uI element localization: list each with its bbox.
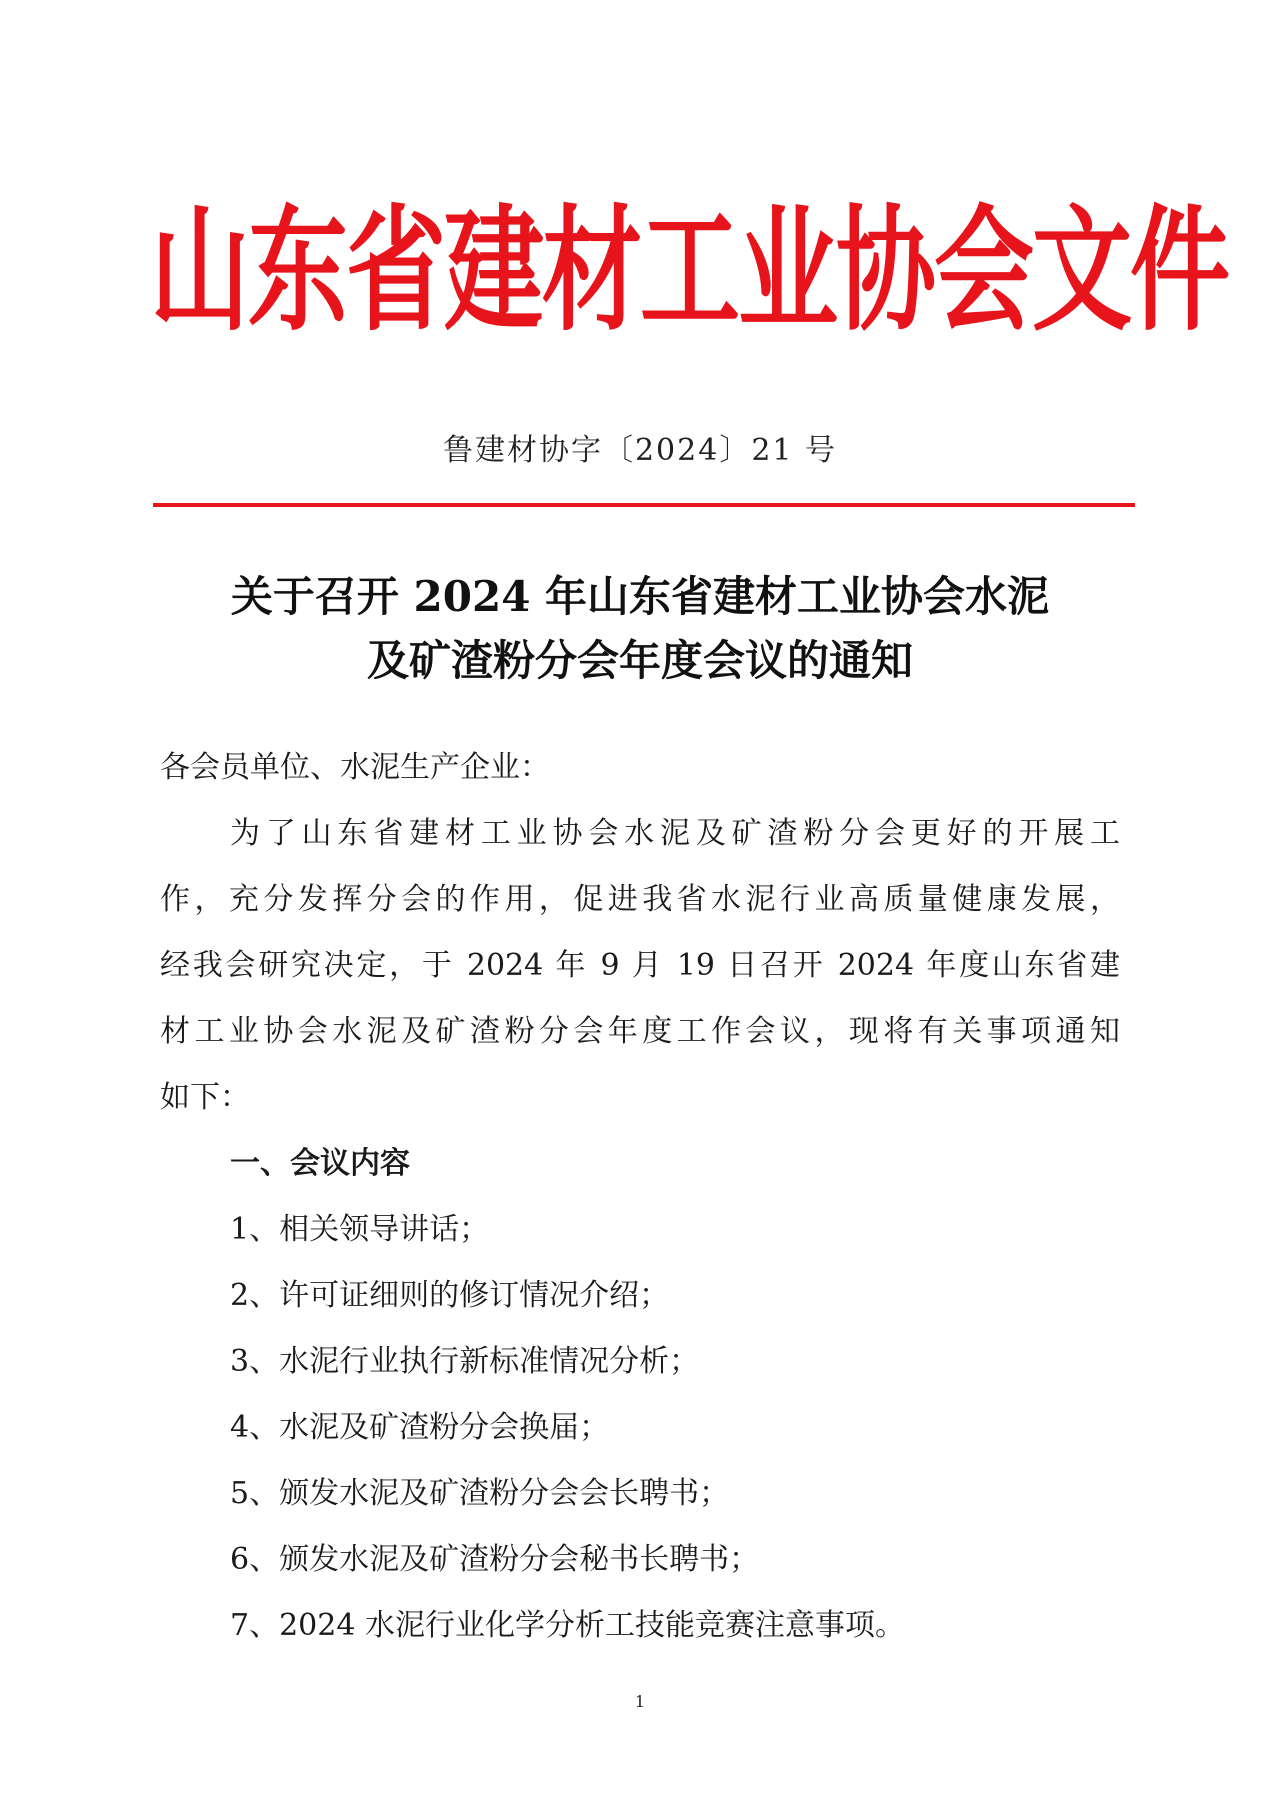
list-item: 7、2024 水泥行业化学分析工技能竞赛注意事项。	[230, 1608, 905, 1643]
list-item: 1、相关领导讲话；	[230, 1212, 490, 1247]
list-item: 2、许可证细则的修订情况介绍；	[230, 1278, 670, 1313]
paragraph-line: 作，充分发挥分会的作用，促进我省水泥行业高质量健康发展，	[160, 882, 1120, 917]
paragraph-line: 如下：	[160, 1080, 250, 1115]
list-item: 6、颁发水泥及矿渣粉分会秘书长聘书；	[230, 1542, 760, 1577]
page-number: 1	[634, 1692, 646, 1711]
section-heading-meeting-content: 一、会议内容	[230, 1146, 410, 1181]
list-item: 4、水泥及矿渣粉分会换届；	[230, 1410, 610, 1445]
paragraph-line: 为了山东省建材工业协会水泥及矿渣粉分会更好的开展工	[230, 816, 1120, 851]
masthead-title: 山东省建材工业协会文件	[150, 190, 1228, 350]
salutation: 各会员单位、水泥生产企业：	[160, 750, 550, 785]
document-number: 鲁建材协字〔2024〕21 号	[442, 433, 838, 468]
notice-title-line-1: 关于召开 2024 年山东省建材工业协会水泥	[230, 572, 1050, 621]
paragraph-line: 材工业协会水泥及矿渣粉分会年度工作会议，现将有关事项通知	[160, 1014, 1120, 1049]
document-masthead	[150, 180, 1228, 360]
notice-title	[150, 565, 1130, 693]
list-item: 5、颁发水泥及矿渣粉分会会长聘书；	[230, 1476, 730, 1511]
masthead-divider	[153, 503, 1135, 507]
paragraph-line: 经我会研究决定，于 2024 年 9 月 19 日召开 2024 年度山东省建	[160, 948, 1120, 983]
list-item: 3、水泥行业执行新标准情况分析；	[230, 1344, 700, 1379]
notice-body	[160, 735, 1120, 1659]
notice-title-line-2: 及矿渣粉分会年度会议的通知	[366, 636, 913, 685]
